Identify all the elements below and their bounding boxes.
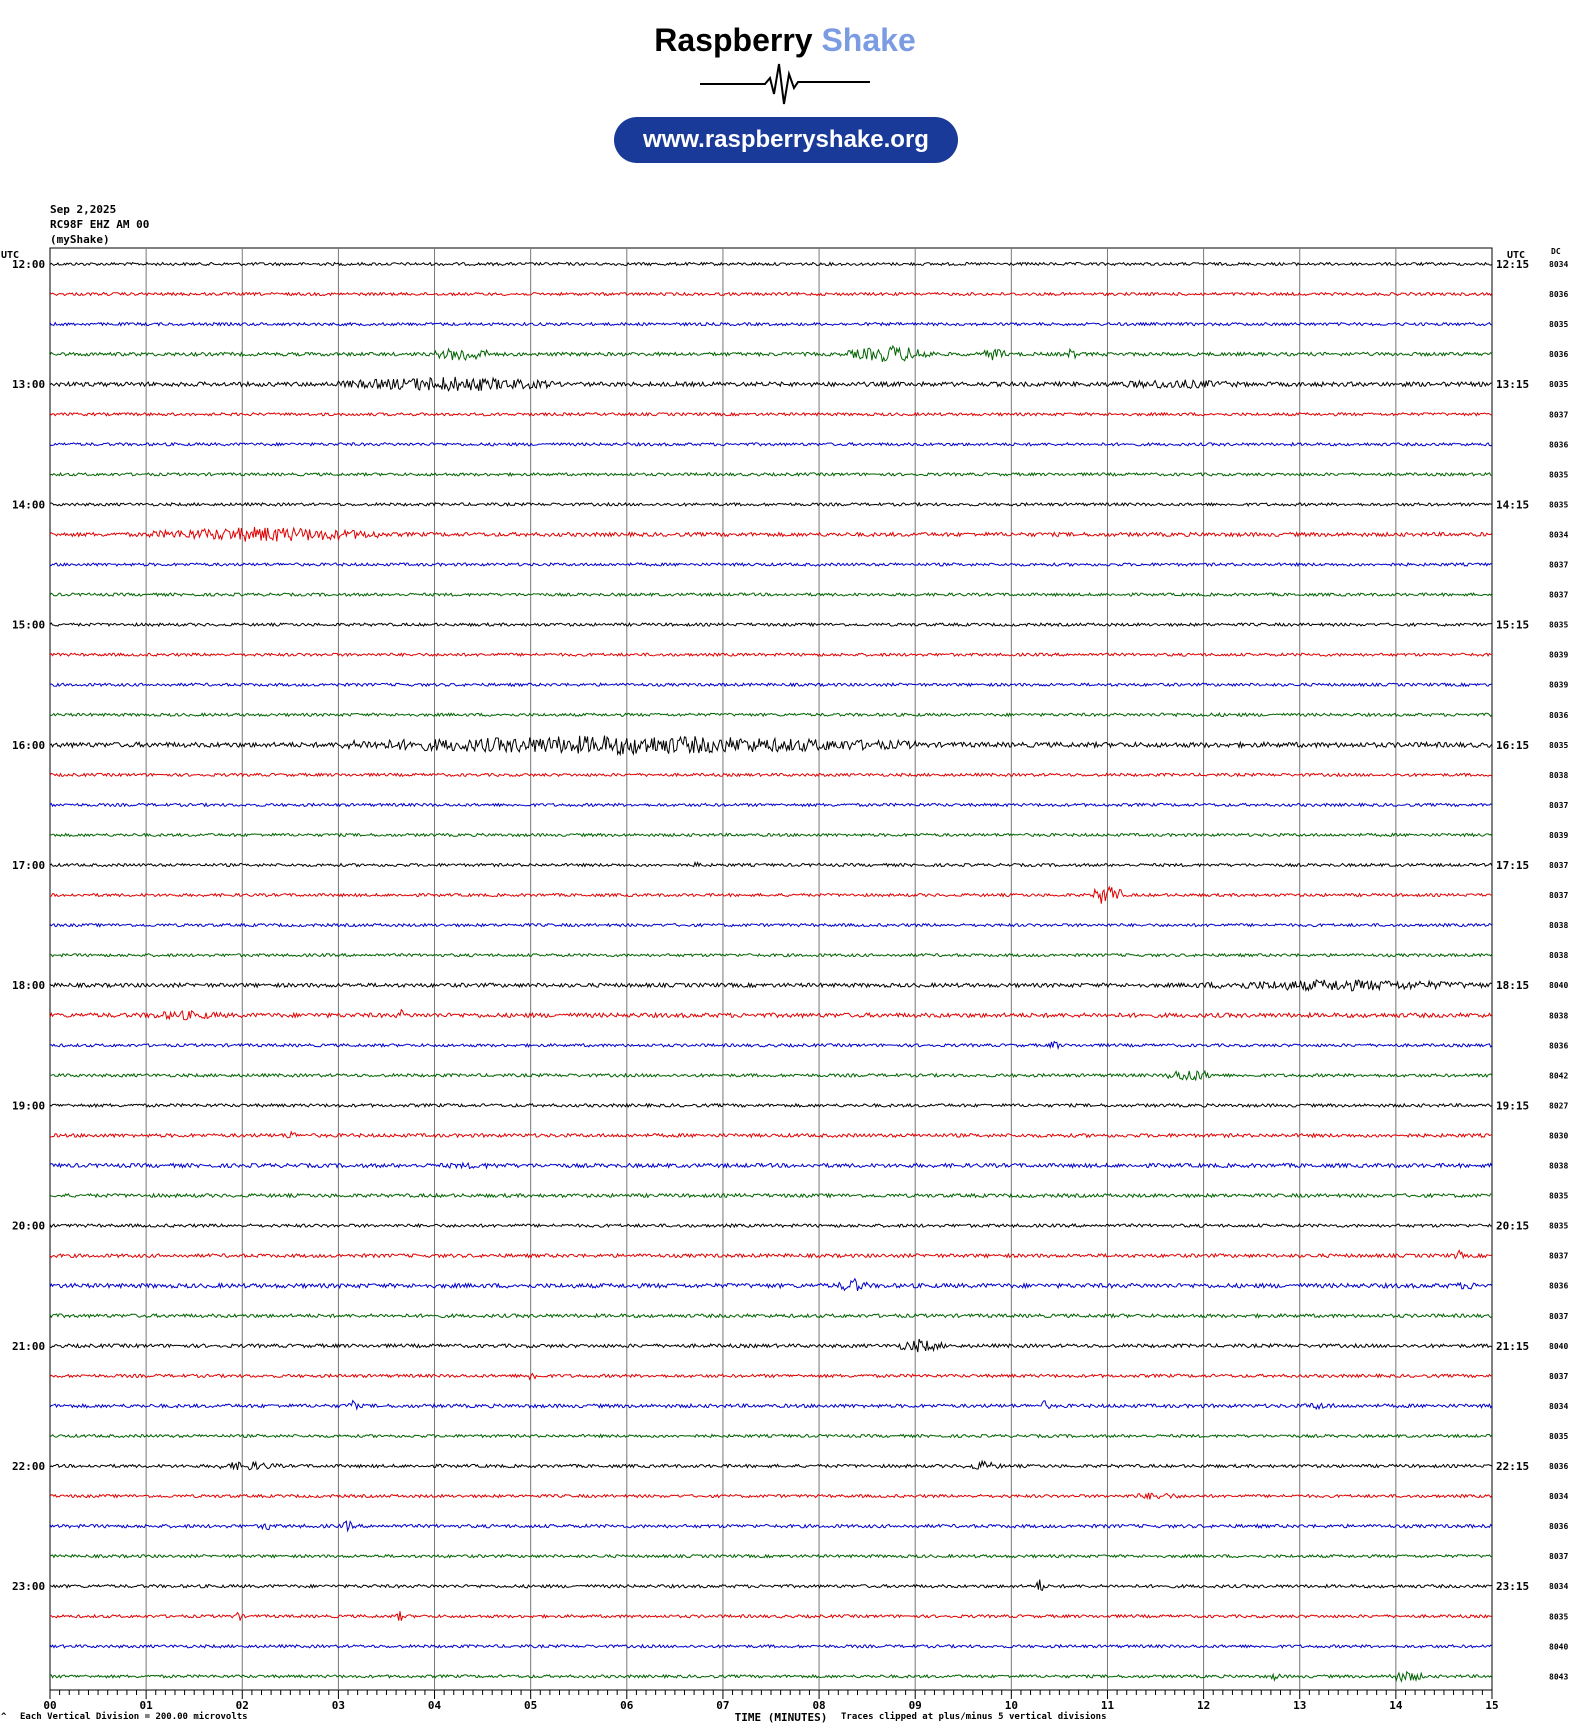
right-hour-label: 23:15	[1496, 1580, 1530, 1594]
dc-value: 8038	[1549, 1161, 1569, 1171]
trace-line	[50, 1461, 1492, 1470]
x-tick-label: 00	[43, 1699, 57, 1712]
trace-line	[50, 1555, 1492, 1558]
dc-value: 8035	[1549, 1191, 1569, 1201]
dc-value: 8035	[1549, 320, 1569, 330]
dc-value: 8039	[1549, 650, 1569, 660]
left-hour-label: 16:00	[12, 738, 46, 752]
plot-frame	[50, 248, 1492, 1690]
trace-line	[50, 1521, 1492, 1531]
trace-line	[50, 887, 1492, 904]
dc-value: 8036	[1549, 290, 1569, 300]
dc-value: 8035	[1549, 1221, 1569, 1231]
x-tick-label: 02	[235, 1699, 249, 1712]
dc-value: 8037	[1549, 1251, 1569, 1261]
left-hour-label: 23:00	[12, 1580, 46, 1594]
dc-value: 8037	[1549, 1311, 1569, 1321]
dc-value: 8036	[1549, 1522, 1569, 1532]
x-tick-label: 13	[1293, 1699, 1307, 1712]
trace-line	[50, 263, 1492, 266]
trace-line	[50, 924, 1492, 927]
right-hour-label: 18:15	[1496, 979, 1530, 993]
left-hour-label: 22:00	[12, 1460, 46, 1473]
x-axis-title: TIME (MINUTES)	[734, 1711, 828, 1724]
dc-value: 8040	[1549, 1642, 1569, 1652]
x-tick-label: 14	[1389, 1699, 1403, 1712]
dc-value: 8035	[1549, 620, 1569, 630]
left-hour-label: 19:00	[12, 1099, 46, 1113]
dc-value: 8036	[1549, 350, 1569, 360]
trace-line	[50, 1194, 1492, 1198]
dc-value: 8035	[1549, 1612, 1569, 1622]
trace-line	[50, 1645, 1492, 1648]
dc-value: 8037	[1549, 590, 1569, 600]
dc-value: 8043	[1549, 1672, 1569, 1682]
left-hour-label: 17:00	[12, 859, 46, 872]
trace-line	[50, 736, 1492, 755]
dc-value: 8035	[1549, 500, 1569, 510]
right-axis-title: UTC	[1507, 250, 1526, 261]
right-hour-label: 19:15	[1496, 1099, 1530, 1113]
dc-value: 8034	[1549, 1401, 1569, 1411]
trace-line	[50, 346, 1492, 362]
x-tick-label: 08	[812, 1699, 826, 1712]
dc-value: 8034	[1549, 1492, 1569, 1502]
x-tick-label: 03	[331, 1699, 346, 1712]
dc-value: 8037	[1549, 800, 1569, 810]
x-tick-label: 04	[427, 1699, 442, 1712]
trace-line	[50, 1224, 1492, 1227]
trace-line	[50, 527, 1492, 542]
brand-main: Raspberry	[654, 22, 813, 58]
left-hour-label: 12:00	[12, 258, 46, 271]
dc-value: 8035	[1549, 470, 1569, 480]
trace-line	[50, 1163, 1492, 1168]
trace-line	[50, 713, 1492, 717]
dc-value: 8037	[1549, 891, 1569, 901]
right-hour-label: 17:15	[1496, 859, 1530, 872]
brand-accent: Shake	[821, 22, 916, 58]
right-hour-label: 22:15	[1496, 1460, 1530, 1473]
dc-value: 8039	[1549, 830, 1569, 840]
trace-line	[50, 1279, 1492, 1291]
dc-value: 8027	[1549, 1101, 1569, 1111]
dc-value: 8034	[1549, 260, 1569, 269]
clip-note: Traces clipped at plus/minus 5 vertical divisions	[841, 1712, 1107, 1722]
x-tick-label: 09	[908, 1699, 922, 1712]
x-tick-label: 05	[524, 1699, 538, 1712]
trace-line	[50, 1374, 1492, 1380]
left-hour-label: 21:00	[12, 1339, 46, 1353]
dc-value: 8036	[1549, 710, 1569, 720]
right-hour-label: 16:15	[1496, 738, 1530, 752]
trace-line	[50, 1493, 1492, 1500]
dc-value: 8035	[1549, 740, 1569, 750]
trace-line	[50, 863, 1492, 867]
trace-line	[50, 653, 1492, 656]
right-hour-label: 12:15	[1496, 258, 1530, 271]
x-tick-label: 12	[1196, 1699, 1211, 1712]
network-name: (myShake)	[50, 233, 110, 246]
dc-value: 8035	[1549, 380, 1569, 390]
right-hour-label: 15:15	[1496, 618, 1530, 632]
trace-line	[50, 1580, 1492, 1591]
x-tick-label: 10	[1004, 1699, 1018, 1712]
trace-line	[50, 563, 1492, 566]
left-hour-label: 14:00	[12, 498, 46, 512]
trace-line	[50, 1401, 1492, 1409]
dc-value: 8036	[1549, 1462, 1569, 1471]
trace-line	[50, 443, 1492, 446]
trace-line	[50, 323, 1492, 326]
trace-line	[50, 503, 1492, 506]
x-tick-label: 01	[139, 1699, 153, 1712]
dc-value: 8037	[1549, 560, 1569, 570]
dc-value: 8042	[1549, 1071, 1569, 1081]
x-tick-label: 11	[1100, 1699, 1115, 1712]
dc-value: 8040	[1549, 1341, 1569, 1351]
record-date: Sep 2,2025	[50, 203, 117, 216]
trace-line	[50, 773, 1492, 776]
dc-value: 8036	[1549, 440, 1569, 450]
dc-value: 8039	[1549, 680, 1569, 690]
dc-value: 8037	[1549, 410, 1569, 420]
left-hour-label: 15:00	[12, 618, 46, 632]
scale-note: Each Vertical Division = 200.00 microvolts	[20, 1712, 248, 1722]
trace-line	[50, 1010, 1492, 1020]
trace-line	[50, 293, 1492, 296]
trace-line	[50, 954, 1492, 957]
dc-value: 8038	[1549, 770, 1569, 780]
dc-value: 8036	[1549, 1281, 1569, 1291]
trace-line	[50, 1251, 1492, 1259]
dc-value: 8037	[1549, 861, 1569, 870]
trace-line	[50, 1672, 1492, 1681]
trace-line	[50, 1314, 1492, 1318]
trace-line	[50, 593, 1492, 596]
left-hour-label: 18:00	[12, 979, 46, 993]
dc-value: 8035	[1549, 1431, 1569, 1441]
trace-line	[50, 1071, 1492, 1081]
right-hour-label: 20:15	[1496, 1219, 1530, 1233]
corner-mark: ^	[1, 1712, 7, 1722]
trace-line	[50, 803, 1492, 806]
dc-value: 8037	[1549, 1371, 1569, 1381]
dc-value: 8034	[1549, 1582, 1569, 1592]
dc-value: 8036	[1549, 1041, 1569, 1051]
trace-line	[50, 683, 1492, 686]
trace-line	[50, 413, 1492, 416]
trace-line	[50, 980, 1492, 991]
dc-value: 8037	[1549, 1552, 1569, 1562]
right-hour-label: 14:15	[1496, 498, 1530, 512]
trace-line	[50, 1104, 1492, 1107]
trace-line	[50, 623, 1492, 626]
trace-line	[50, 1132, 1492, 1138]
trace-line	[50, 1339, 1492, 1352]
dc-value: 8040	[1549, 981, 1569, 991]
dc-value: 8034	[1549, 530, 1569, 540]
website-link[interactable]: www.raspberryshake.org	[614, 117, 958, 163]
dc-column-title: DC	[1551, 247, 1561, 256]
left-axis-title: UTC	[1, 250, 20, 261]
trace-line	[50, 1042, 1492, 1049]
trace-line	[50, 473, 1492, 476]
x-tick-label: 15	[1485, 1699, 1499, 1712]
dc-value: 8038	[1549, 951, 1569, 961]
left-hour-label: 20:00	[12, 1219, 46, 1233]
trace-line	[50, 834, 1492, 837]
x-tick-label: 06	[620, 1699, 634, 1712]
dc-value: 8030	[1549, 1131, 1569, 1141]
left-hour-label: 13:00	[12, 378, 46, 392]
x-tick-label: 07	[716, 1699, 730, 1712]
dc-value: 8038	[1549, 1011, 1569, 1021]
trace-line	[50, 1611, 1492, 1621]
right-hour-label: 13:15	[1496, 378, 1530, 392]
right-hour-label: 21:15	[1496, 1339, 1530, 1353]
trace-line	[50, 377, 1492, 391]
station-code: RC98F EHZ AM 00	[50, 218, 150, 231]
dc-value: 8038	[1549, 921, 1569, 931]
trace-line	[50, 1435, 1492, 1438]
